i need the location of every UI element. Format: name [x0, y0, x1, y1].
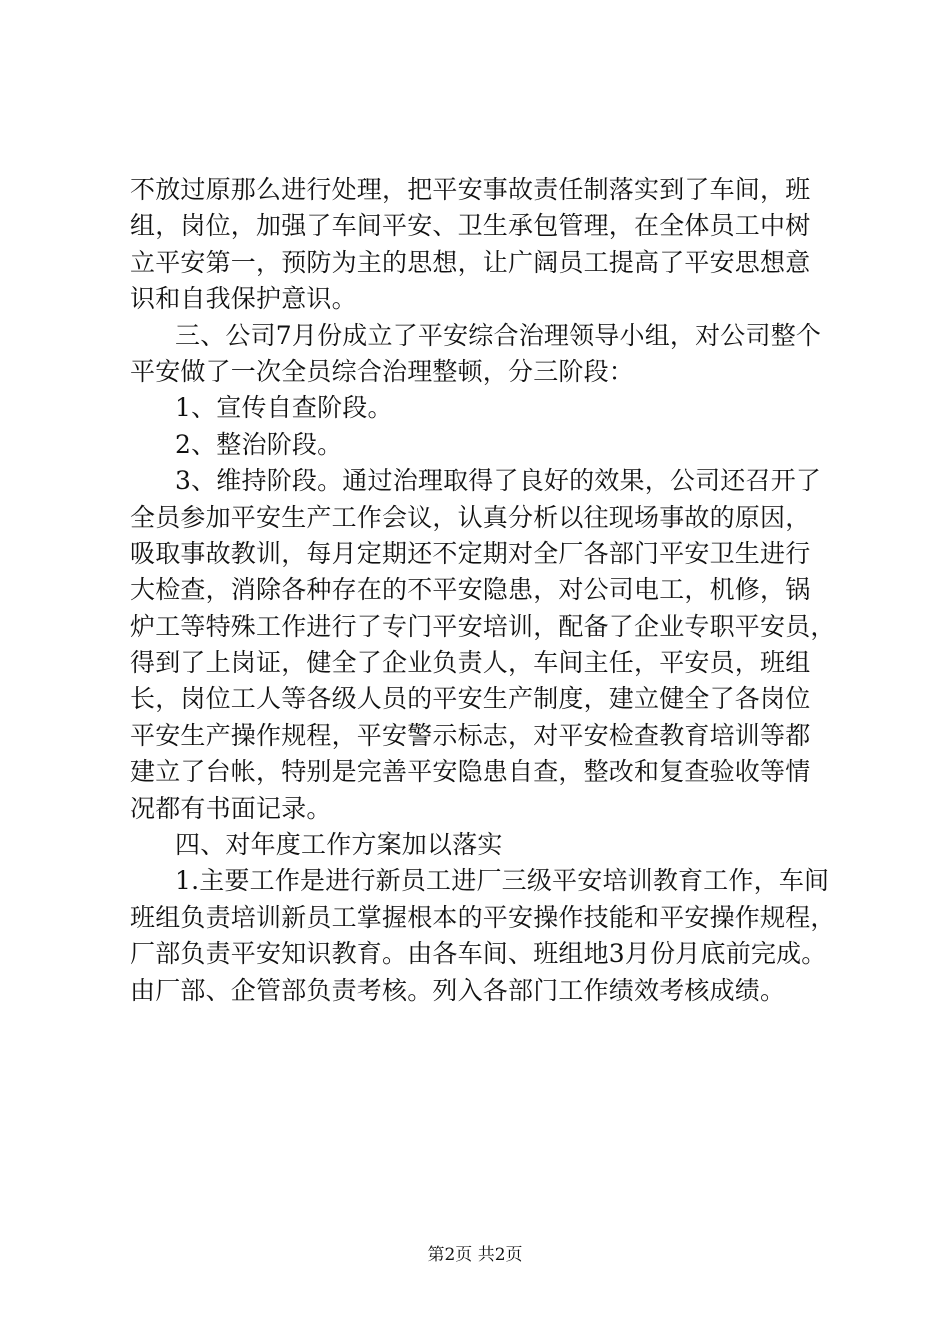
text-line-23: 由厂部、企管部负责考核。列入各部门工作绩效考核成绩。: [130, 975, 786, 1005]
text-line-5: 三、公司7月份成立了平安综合治理领导小组，对公司整个: [175, 320, 822, 350]
text-line-16: 平安生产操作规程，平安警示标志，对平安检查教育培训等都: [130, 720, 811, 750]
text-line-2: 组，岗位，加强了车间平安、卫生承包管理，在全体员工中树: [130, 211, 811, 241]
page-number-footer: 第2页 共2页: [427, 1245, 523, 1265]
text-line-19: 四、对年度工作方案加以落实: [175, 830, 503, 860]
text-line-6: 平安做了一次全员综合治理整顿，分三阶段：: [130, 356, 635, 386]
text-line-14: 得到了上岗证，健全了企业负责人，车间主任，平安员，班组: [130, 648, 811, 678]
text-line-12: 大检查，消除各种存在的不平安隐患，对公司电工，机修，锅: [130, 575, 811, 605]
text-line-8: 2、整治阶段。: [175, 429, 343, 459]
text-line-3: 立平安第一，预防为主的思想，让广阔员工提高了平安思想意: [130, 247, 811, 277]
document-body: [130, 172, 836, 1009]
text-line-15: 长，岗位工人等各级人员的平安生产制度，建立健全了各岗位: [130, 684, 811, 714]
text-line-7: 1、宣传自查阶段。: [175, 393, 393, 423]
text-line-20: 1.主要工作是进行新员工进厂三级平安培训教育工作，车间: [175, 866, 830, 896]
text-line-13: 炉工等特殊工作进行了专门平安培训，配备了企业专职平安员，: [130, 611, 836, 641]
text-line-18: 况都有书面记录。: [130, 793, 332, 823]
text-line-10: 全员参加平安生产工作会议，认真分析以往现场事故的原因，: [130, 502, 811, 532]
text-line-17: 建立了台帐，特别是完善平安隐患自查，整改和复查验收等情: [130, 757, 811, 787]
text-line-21: 班组负责培训新员工掌握根本的平安操作技能和平安操作规程，: [130, 902, 836, 932]
text-line-1: 不放过原那么进行处理，把平安事故责任制落实到了车间，班: [130, 175, 811, 204]
text-line-4: 识和自我保护意识。: [130, 284, 357, 314]
text-line-22: 厂部负责平安知识教育。由各车间、班组地3月份月底前完成。: [130, 939, 827, 969]
text-line-9: 3、维持阶段。通过治理取得了良好的效果，公司还召开了: [175, 466, 822, 496]
text-line-11: 吸取事故教训，每月定期还不定期对全厂各部门平安卫生进行: [130, 538, 811, 568]
